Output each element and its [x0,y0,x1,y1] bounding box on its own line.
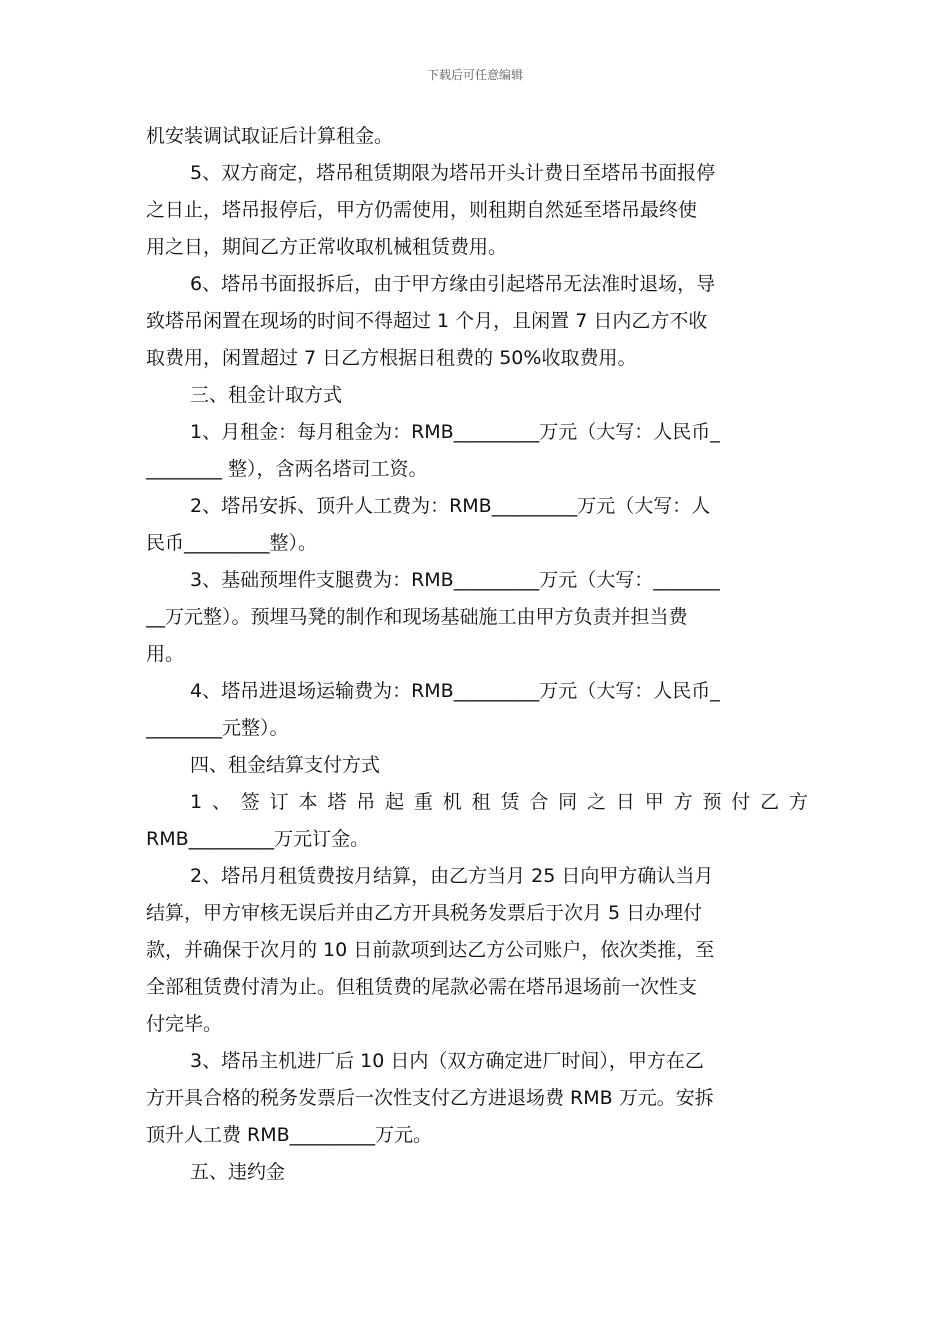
text-line: 1、签订本塔吊起重机租赁合同之日甲方预付乙方 [190,791,808,813]
text-line: 4、塔吊进退场运输费为：RMB_________万元（大写：人民币_ [190,680,720,702]
text-line: 顶升人工费 RMB_________万元。 [146,1124,433,1146]
text-line: ________ 整），含两名塔司工资。 [146,458,428,480]
text-line: RMB_________万元订金。 [146,828,370,850]
text-line: 2、塔吊安拆、顶升人工费为：RMB_________万元（大写：人 [190,495,711,517]
text-line: __万元整）。预埋马凳的制作和现场基础施工由甲方负责并担当费 [146,606,688,628]
text-line: 付完毕。 [146,1013,223,1035]
text-line: 3、塔吊主机进厂后 10 日内（双方确定进厂时间），甲方在乙 [190,1050,704,1072]
text-line: 5、双方商定，塔吊租赁期限为塔吊开头计费日至塔吊书面报停 [190,162,716,184]
section-heading: 三、租金计取方式 [190,384,343,406]
text-line: 用之日，期间乙方正常收取机械租赁费用。 [146,236,508,258]
document-body [146,118,808,1191]
text-line: 致塔吊闲置在现场的时间不得超过 1 个月，且闲置 7 日内乙方不收 [146,310,708,332]
text-line: 民币_________整）。 [146,532,318,554]
text-line: 结算，甲方审核无误后并由乙方开具税务发票后于次月 5 日办理付 [146,902,703,924]
text-line: 2、塔吊月租赁费按月结算，由乙方当月 25 日向甲方确认当月 [190,865,714,887]
page-header: 下载后可任意编辑 [426,68,523,82]
text-line: 款，并确保于次月的 10 日前款项到达乙方公司账户，依次类推，至 [146,939,715,961]
text-line: 6、塔吊书面报拆后，由于甲方缘由引起塔吊无法准时退场，导 [190,273,716,295]
text-line: 用。 [146,643,185,665]
text-line: 全部租赁费付清为止。但租赁费的尾款必需在塔吊退场前一次性支 [146,976,698,998]
text-line: 机安装调试取证后计算租金。 [146,125,394,147]
text-line: 之日止，塔吊报停后，甲方仍需使用，则租期自然延至塔吊最终使 [146,199,698,221]
text-line: 1、月租金：每月租金为：RMB_________万元（大写：人民币_ [190,421,720,443]
text-line: 取费用，闲置超过 7 日乙方根据日租费的 50%收取费用。 [146,347,637,369]
text-line: 方开具合格的税务发票后一次性支付乙方进退场费 RMB 万元。安拆 [146,1087,714,1109]
text-line: 3、基础预埋件支腿费为：RMB_________万元（大写：_______ [190,569,720,591]
section-heading: 五、违约金 [190,1161,286,1183]
text-line: ________元整）。 [146,717,289,739]
section-heading: 四、租金结算支付方式 [190,754,381,776]
